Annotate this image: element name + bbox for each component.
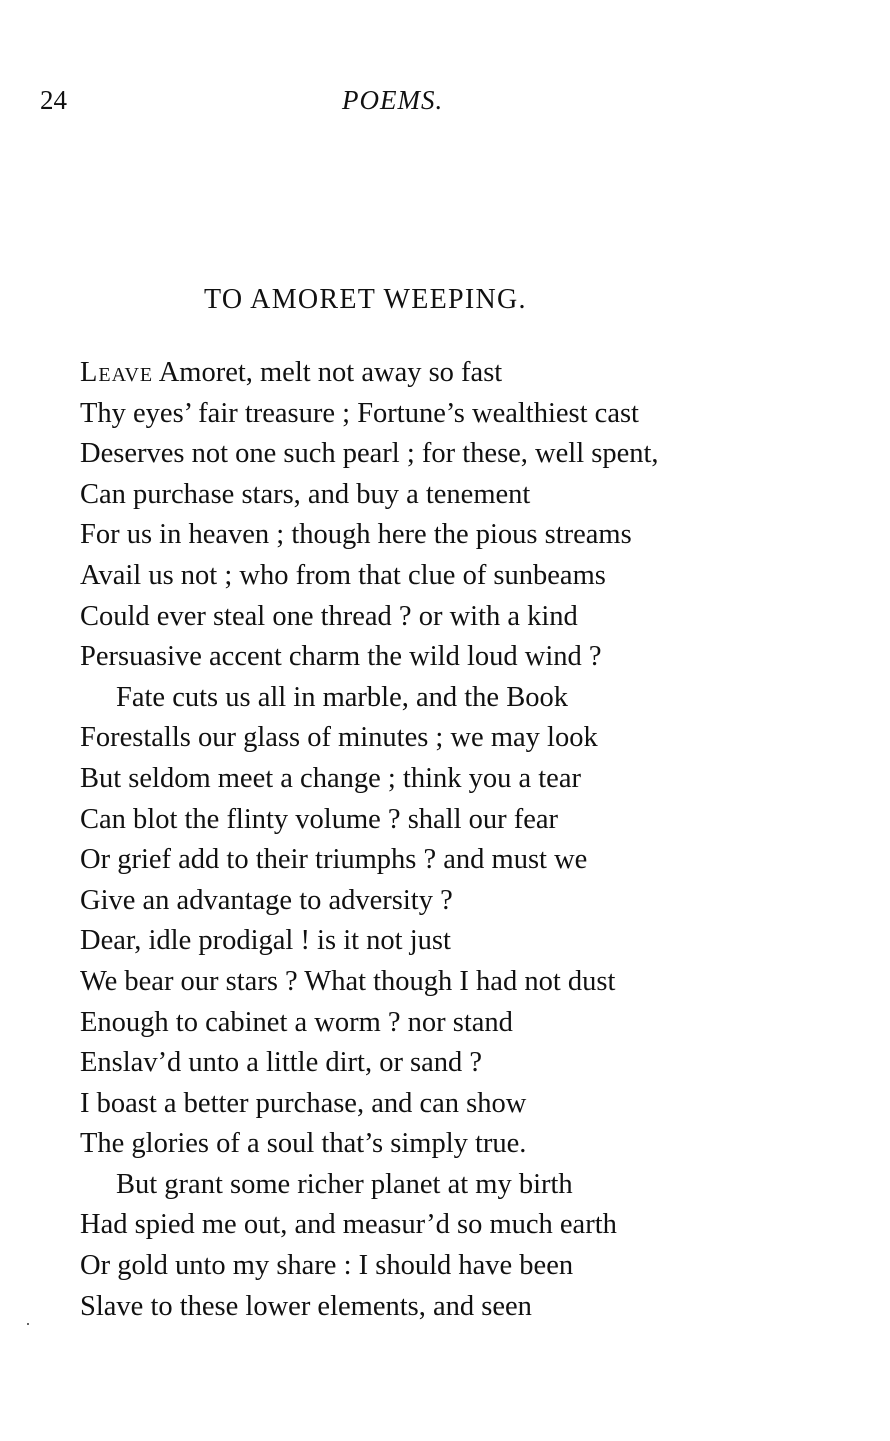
verse-line: Forestalls our glass of minutes ; we may look: [80, 722, 598, 754]
verse-line: Dear, idle prodigal ! is it not just: [80, 925, 451, 957]
verse-line: Or grief add to their triumphs ? and must we: [80, 844, 588, 876]
verse-line: But seldom meet a change ; think you a tear: [80, 762, 581, 794]
page-number: 24: [40, 85, 67, 115]
verse-line: I boast a better purchase, and can show: [80, 1087, 527, 1119]
stray-ink-dot: [27, 1323, 29, 1325]
poem-title: TO AMORET WEEPING.: [204, 284, 527, 315]
verse-line: Persuasive accent charm the wild loud wind ?: [80, 641, 602, 673]
verse-line: Or gold unto my share : I should have been: [80, 1250, 574, 1282]
verse-line: For us in heaven ; though here the pious streams: [80, 519, 632, 551]
verse-line: Thy eyes’ fair treasure ; Fortune’s wealthiest cast: [80, 397, 639, 429]
verse-line: Enslav’d unto a little dirt, or sand ?: [80, 1047, 483, 1079]
poem-body: [80, 353, 870, 1327]
verse-line: Deserves not one such pearl ; for these, well spent,: [80, 438, 659, 470]
opening-word: Leave: [80, 357, 154, 388]
verse-line-indented: But grant some richer planet at my birth: [116, 1168, 573, 1200]
verse-line: Leave Amoret, melt not away so fast: [80, 357, 503, 388]
verse-line: Slave to these lower elements, and seen: [80, 1290, 532, 1322]
verse-line: The glories of a soul that’s simply true.: [80, 1128, 527, 1160]
verse-line: Avail us not ; who from that clue of sunbeams: [80, 559, 606, 591]
verse-line: Had spied me out, and measur’d so much earth: [80, 1209, 617, 1241]
verse-line: Give an advantage to adversity ?: [80, 884, 453, 916]
verse-line-indented: Fate cuts us all in marble, and the Book: [116, 681, 568, 713]
verse-line: We bear our stars ? What though I had not dust: [80, 965, 616, 997]
verse-line: Enough to cabinet a worm ? nor stand: [80, 1006, 513, 1038]
verse-line: Can purchase stars, and buy a tenement: [80, 478, 531, 510]
verse-line: Could ever steal one thread ? or with a kind: [80, 600, 578, 632]
running-head: POEMS.: [342, 85, 444, 115]
verse-line: Can blot the flinty volume ? shall our fear: [80, 803, 559, 835]
